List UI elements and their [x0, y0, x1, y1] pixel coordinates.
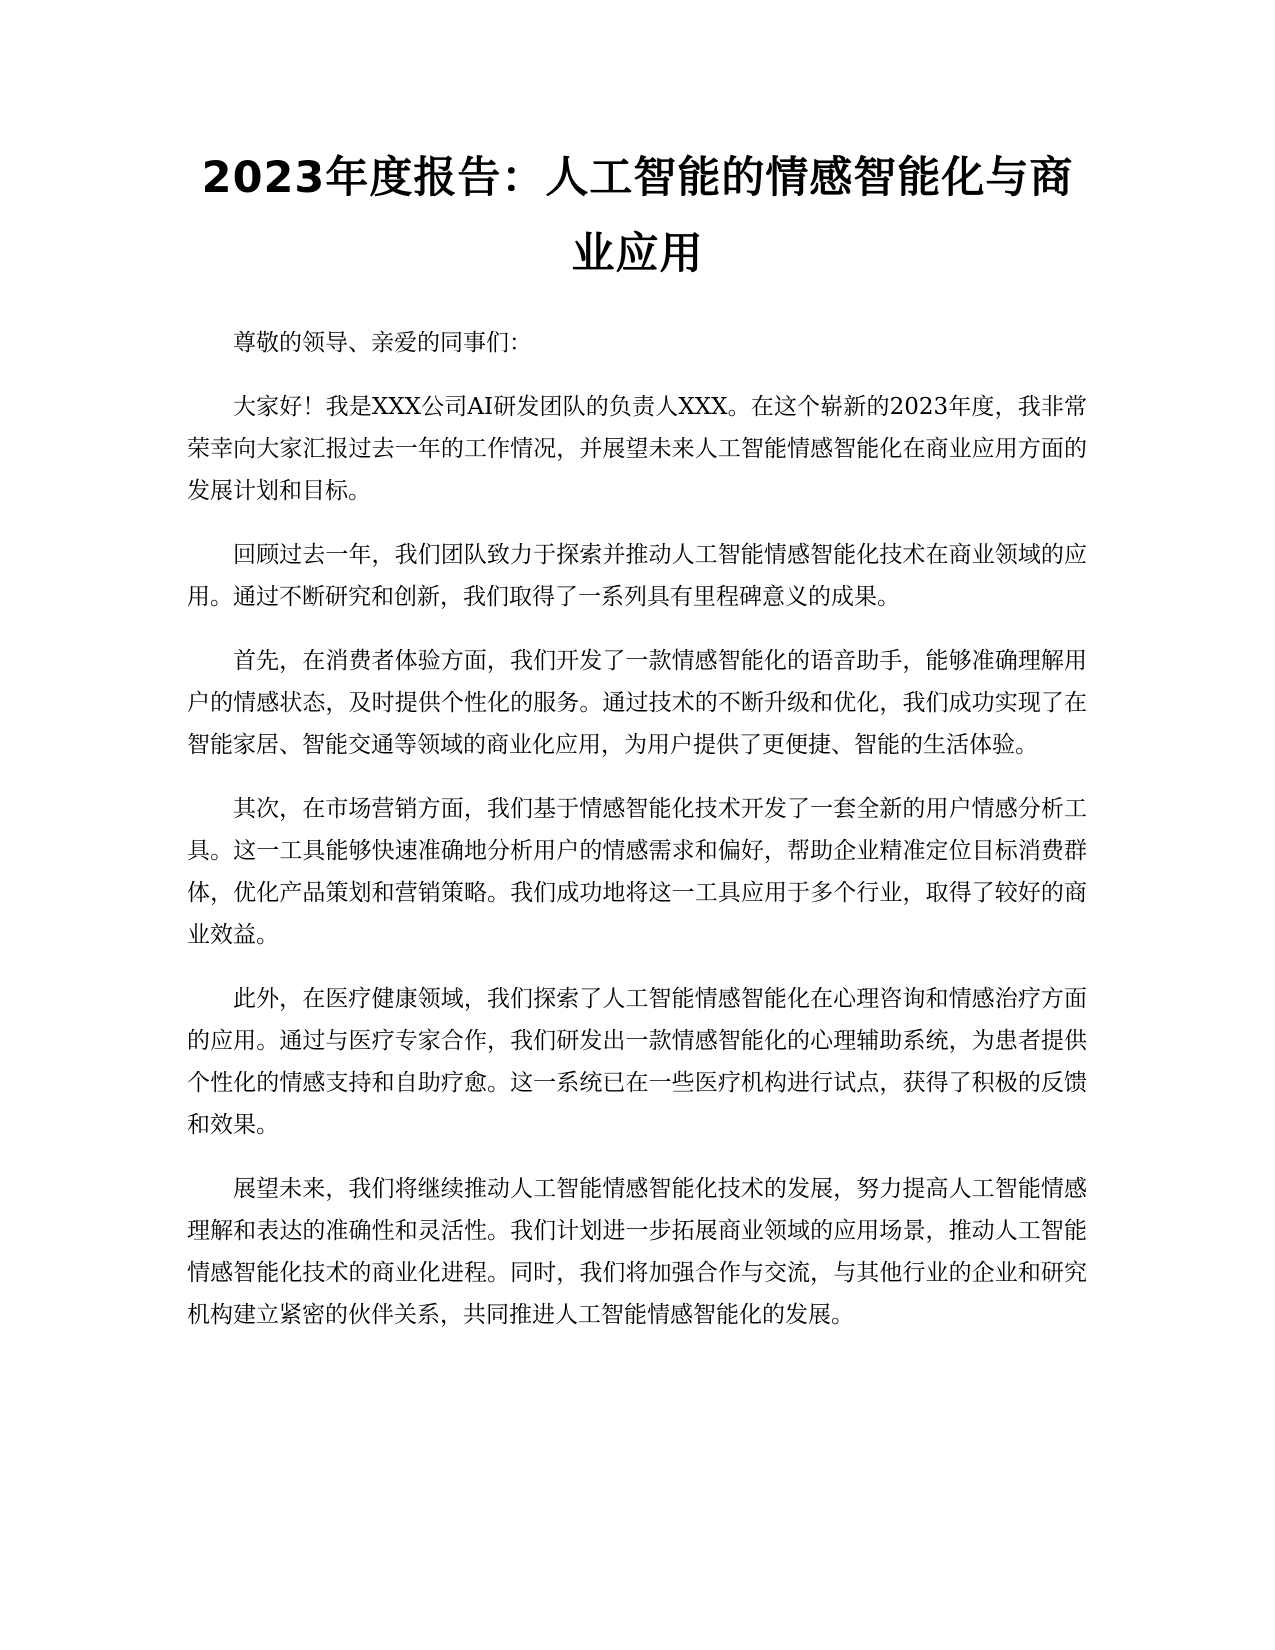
- intro-paragraph: 大家好！我是XXX公司AI研发团队的负责人XXX。在这个崭新的2023年度，我非常荣幸向大家汇报过去一年的工作情况，并展望未来人工智能情感智能化在商业应用方面的发展计划和目标。: [187, 394, 1087, 504]
- salutation-paragraph: 尊敬的领导、亲爱的同事们：: [233, 330, 532, 356]
- document-title: 2023年度报告：人工智能的情感智能化与商业应用: [201, 153, 1074, 279]
- document-body: [187, 322, 1087, 1358]
- outlook-paragraph: 展望未来，我们将继续推动人工智能情感智能化技术的发展，努力提高人工智能情感理解和表达的准确性和灵活性。我们计划进一步拓展商业领域的应用场景，推动人工智能情感智能化技术的商业化进程。同时，我们将加强合作与交流，与其他行业的企业和研究机构建立紧密的伙伴关系，共同推进人工智能情感智能化的发展。: [187, 1176, 1087, 1328]
- healthcare-paragraph: 此外，在医疗健康领域，我们探索了人工智能情感智能化在心理咨询和情感治疗方面的应用。通过与医疗专家合作，我们研发出一款情感智能化的心理辅助系统，为患者提供个性化的情感支持和自助疗愈。这一系统已在一些医疗机构进行试点，获得了积极的反馈和效果。: [187, 986, 1087, 1138]
- marketing-paragraph: 其次，在市场营销方面，我们基于情感智能化技术开发了一套全新的用户情感分析工具。这一工具能够快速准确地分析用户的情感需求和偏好，帮助企业精准定位目标消费群体，优化产品策划和营销策略。我们成功地将这一工具应用于多个行业，取得了较好的商业效益。: [187, 796, 1087, 948]
- consumer-experience-paragraph: 首先，在消费者体验方面，我们开发了一款情感智能化的语音助手，能够准确理解用户的情感状态，及时提供个性化的服务。通过技术的不断升级和优化，我们成功实现了在智能家居、智能交通等领域的商业化应用，为用户提供了更便捷、智能的生活体验。: [187, 648, 1087, 758]
- review-paragraph: 回顾过去一年，我们团队致力于探索并推动人工智能情感智能化技术在商业领域的应用。通过不断研究和创新，我们取得了一系列具有里程碑意义的成果。: [187, 542, 1087, 610]
